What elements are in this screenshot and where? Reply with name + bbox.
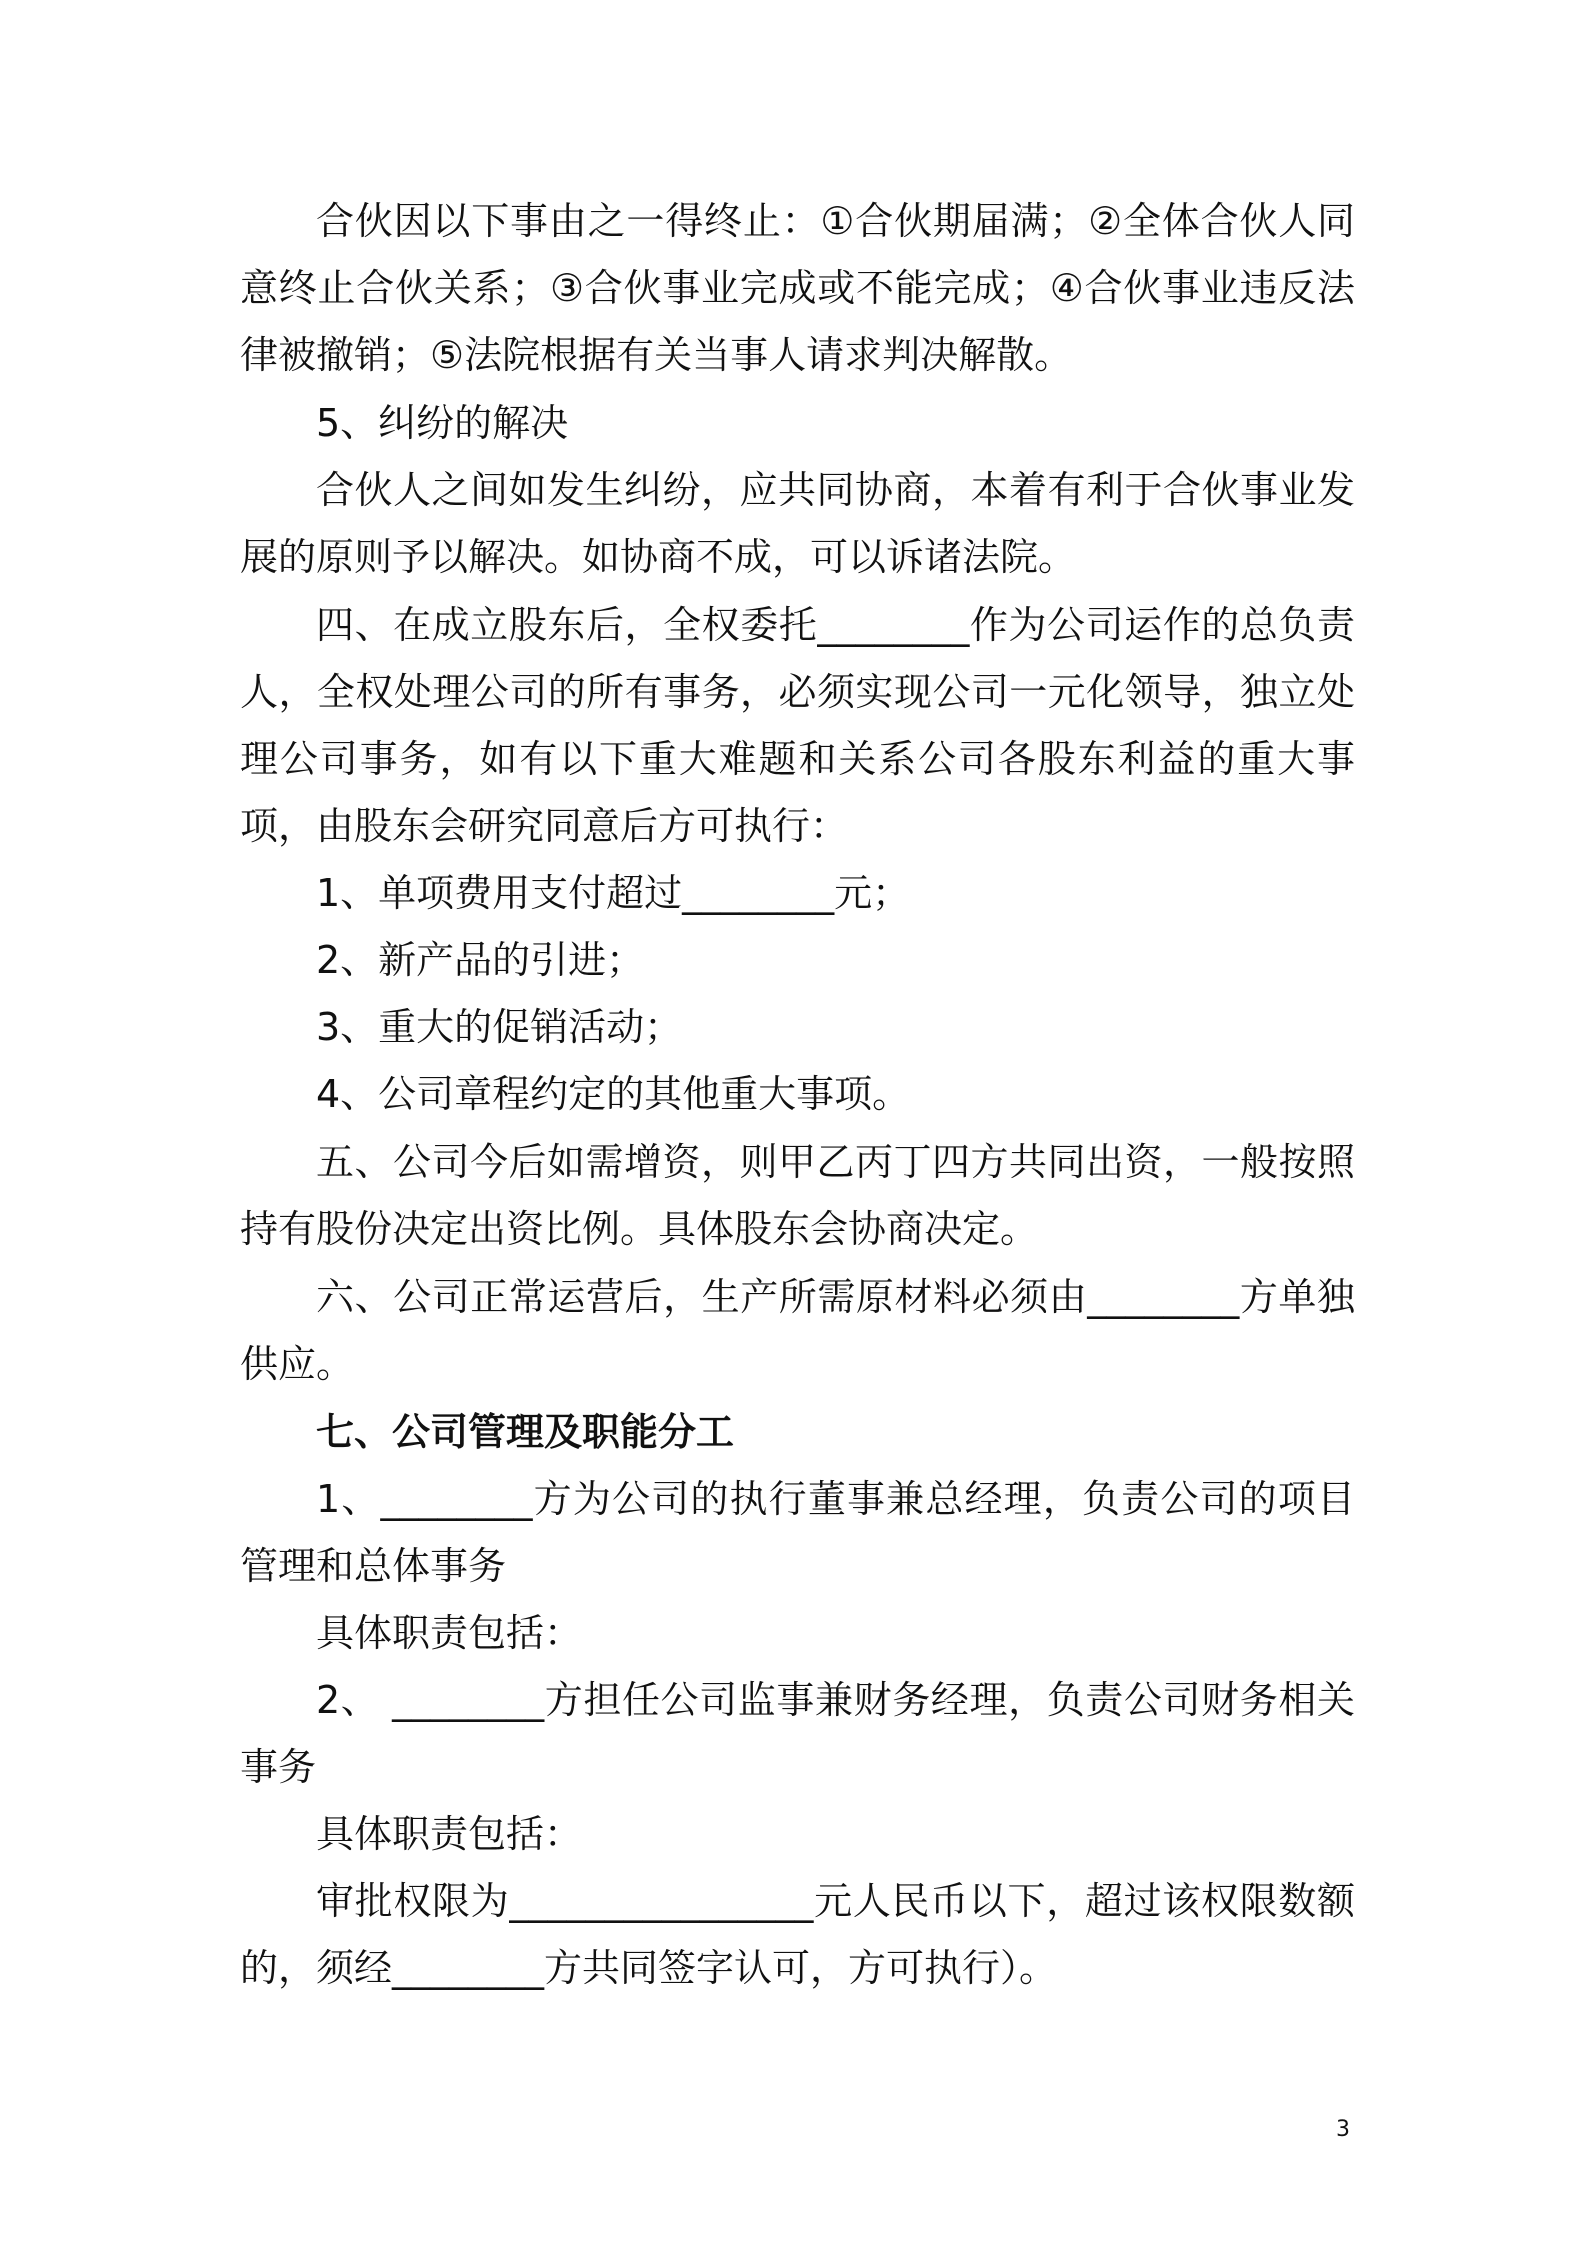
paragraph-approval-authority: 审批权限为________________元人民币以下，超过该权限数额的，须经________方共同签字认可，方可执行）。 <box>240 1879 1355 1990</box>
paragraph-management-role-two: 2、 ________方担任公司监事兼财务经理，负责公司财务相关事务 <box>240 1678 1355 1789</box>
page-number: 3 <box>1336 2117 1350 2142</box>
paragraph-termination-conditions: 合伙因以下事由之一得终止：①合伙期届满；②全体合伙人同意终止合伙关系；③合伙事业完成或不能完成；④合伙事业违反法律被撤销；⑤法院根据有关当事人请求判决解散。 <box>240 199 1355 377</box>
paragraph-section-six: 六、公司正常运营后，生产所需原材料必须由________方单独供应。 <box>240 1275 1355 1386</box>
paragraph-role-one-duties-label: 具体职责包括： <box>316 1611 583 1655</box>
paragraph-section-five: 五、公司今后如需增资，则甲乙丙丁四方共同出资，一般按照持有股份决定出资比例。具体股东会协商决定。 <box>240 1140 1355 1251</box>
document-body <box>240 188 1355 2002</box>
paragraph-section-four: 四、在成立股东后，全权委托________作为公司运作的总负责人，全权处理公司的所有事务，必须实现公司一元化领导，独立处理公司事务，如有以下重大难题和关系公司各股东利益的重大事项，由股东会研究同意后方可执行： <box>240 603 1355 848</box>
paragraph-item-new-products: 2、新产品的引进； <box>316 938 645 982</box>
paragraph-section-seven-heading: 七、公司管理及职能分工 <box>316 1410 735 1454</box>
paragraph-item-other-matters: 4、公司章程约定的其他重大事项。 <box>316 1072 911 1116</box>
paragraph-dispute-resolution: 合伙人之间如发生纠纷，应共同协商，本着有利于合伙事业发展的原则予以解决。如协商不成，可以诉诸法院。 <box>240 468 1355 579</box>
paragraph-item-promotions: 3、重大的促销活动； <box>316 1005 683 1049</box>
paragraph-dispute-resolution-heading: 5、纠纷的解决 <box>316 401 569 445</box>
paragraph-role-two-duties-label: 具体职责包括： <box>316 1812 583 1856</box>
paragraph-item-expense-limit: 1、单项费用支付超过________元； <box>316 871 911 915</box>
paragraph-management-role-one: 1、________方为公司的执行董事兼总经理，负责公司的项目管理和总体事务 <box>240 1477 1355 1588</box>
